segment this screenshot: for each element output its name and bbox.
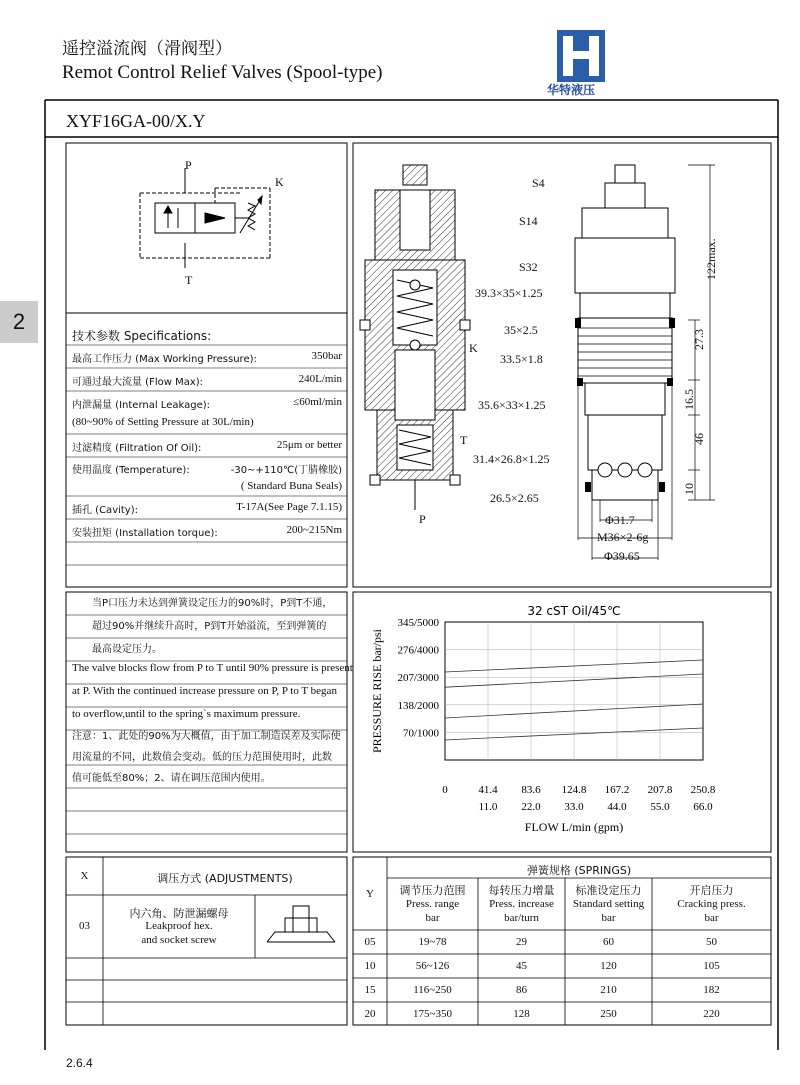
spring-value-cell: 56~126 <box>415 960 450 972</box>
spring-col-range-unit: bar <box>425 912 440 924</box>
chart-y-tick-label: 207/3000 <box>397 672 439 685</box>
hex-screw-icon <box>265 902 340 950</box>
spring-value-cell: 50 <box>706 936 717 948</box>
spring-value-cell: 29 <box>516 936 527 948</box>
spring-col-range-en: Press. range <box>405 898 460 910</box>
chart-x-tick-label-gpm: 22.0 <box>521 801 541 813</box>
title-cn: 遥控溢流阀（滑阀型） <box>62 39 232 59</box>
dim-d5: 31.4×26.8×1.25 <box>473 452 550 466</box>
spring-value-cell: 128 <box>513 1008 530 1020</box>
chart-x-tick-label: 41.4 <box>478 784 498 796</box>
spring-code-cell: 10 <box>364 960 376 972</box>
dim-s4: S4 <box>532 176 545 190</box>
spring-code-cell: 05 <box>364 936 376 948</box>
spring-col-range-cn: 调节压力范围 <box>399 884 466 897</box>
spring-value-cell: 19~78 <box>418 936 447 948</box>
spring-code-cell: 20 <box>364 1008 376 1020</box>
chart-x-tick-label: 207.8 <box>647 784 673 796</box>
spring-value-cell: 210 <box>600 984 617 996</box>
section-label-k: K <box>469 341 478 355</box>
dim-d6: 26.5×2.65 <box>490 491 539 505</box>
desc-cn-3: 最高设定压力。 <box>92 644 162 655</box>
symbol-label-p: P <box>185 158 192 172</box>
chart-x-tick-label: 167.2 <box>604 784 630 796</box>
spring-col-increase-en: Press. increase <box>489 898 554 910</box>
symbol-label-k: K <box>275 175 284 189</box>
desc-note-2: 用流量的不同，此数值会变动。低的压力范围使用时，此数 <box>72 752 332 763</box>
dim-v4: 46 <box>692 433 706 445</box>
chart-y-tick-label: 70/1000 <box>402 727 439 740</box>
chart-x-tick-label-gpm: 33.0 <box>564 801 584 813</box>
page-tab: 2 <box>0 301 38 343</box>
spring-value-cell: 250 <box>600 1008 617 1020</box>
spring-col-setting-unit: bar <box>601 912 616 924</box>
desc-en-1: The valve blocks flow from P to T until 90% pressure is present <box>72 662 353 674</box>
spec-row: 插孔 (Cavity): T-17A(See Page 7.1.15) <box>72 501 342 516</box>
spring-value-cell: 175~350 <box>413 1008 452 1020</box>
spec-row: 内泄漏量 (Internal Leakage): ≤60ml/min <box>72 396 342 411</box>
desc-note-1: 注意：1、此处的90%为大概值，由于加工制造误差及实际使 <box>72 731 341 742</box>
adjust-heading: 调压方式 (ADJUSTMENTS) <box>157 872 293 885</box>
spring-value-cell: 220 <box>703 1008 720 1020</box>
spec-row: 可通过最大流量 (Flow Max): 240L/min <box>72 373 342 388</box>
chart-x-tick-label-gpm: 66.0 <box>693 801 713 813</box>
spring-value-cell: 105 <box>703 960 720 972</box>
spring-col-cracking-cn: 开启压力 <box>689 884 734 897</box>
page-number: 2.6.4 <box>66 1056 93 1070</box>
spec-row: 安装扭矩 (Installation torque): 200~215Nm <box>72 524 342 539</box>
chart-x-axis-label: FLOW L/min (gpm) <box>524 820 624 834</box>
desc-en-2: at P. With the continued increase pressure on P, P to T began <box>72 685 337 697</box>
pressure-flow-chart <box>353 592 771 852</box>
spring-value-cell: 116~250 <box>413 984 452 996</box>
dim-v2: 27.3 <box>692 329 706 350</box>
spec-row: 使用温度 (Temperature): -30~+110℃(丁腈橡胶) <box>72 465 342 476</box>
section-label-t: T <box>460 433 468 447</box>
spec-row: 最高工作压力 (Max Working Pressure): 350bar <box>72 350 342 365</box>
spring-col-setting-en: Standard setting <box>572 898 645 910</box>
spec-row: 过滤精度 (Filtration Of Oil): 25μm or better <box>72 439 342 454</box>
chart-x-tick-label: 124.8 <box>561 784 587 796</box>
chart-y-tick-label: 138/2000 <box>397 699 439 712</box>
valve-cross-section-diagram <box>355 150 475 520</box>
adjust-en-2: and socket screw <box>141 934 217 946</box>
specs-heading: 技术参数 Specifications: <box>72 329 212 343</box>
chart-x-tick-label: 83.6 <box>521 784 541 796</box>
springs-y-header: Y <box>366 888 374 900</box>
dim-v3: 16.5 <box>682 389 696 410</box>
desc-en-3: to overflow,until to the spring`s maximum pressure. <box>72 708 301 720</box>
desc-note-3: 值可能低至80%；2、请在调压范围内使用。 <box>72 773 271 784</box>
dim-s14: S14 <box>519 214 538 228</box>
dim-d1: 39.3×35×1.25 <box>475 286 543 300</box>
springs-heading: 弹簧规格 (SPRINGS) <box>526 864 632 877</box>
spring-code-cell: 15 <box>364 984 376 996</box>
desc-cn-1: 当P口压力未达到弹簧设定压力的90%时，P到T不通， <box>92 598 333 609</box>
dim-phi1: Φ31.7 <box>605 513 635 527</box>
valve-outline-diagram <box>560 160 740 580</box>
spring-value-cell: 120 <box>600 960 617 972</box>
chart-title: 32 cST Oil/45℃ <box>527 604 621 618</box>
spring-value-cell: 182 <box>703 984 720 996</box>
chart-x-tick-label: 250.8 <box>690 784 716 796</box>
spring-col-increase-unit: bar/turn <box>504 912 539 924</box>
spring-col-setting-cn: 标准设定压力 <box>575 884 642 897</box>
spring-value-cell: 86 <box>516 984 527 996</box>
dim-v1: 122max. <box>704 238 718 280</box>
spring-value-cell: 60 <box>603 936 614 948</box>
brand-name: 华特液压 <box>547 83 596 97</box>
dim-d2: 35×2.5 <box>504 323 538 337</box>
dim-thread: M36×2-6g <box>597 530 649 544</box>
dim-s32: S32 <box>519 260 538 274</box>
dim-phi2: Φ39.65 <box>604 549 640 563</box>
dim-d4: 35.6×33×1.25 <box>478 398 546 412</box>
adjust-code: 03 <box>79 920 90 932</box>
adjust-cn: 内六角、防泄漏螺母 <box>129 907 229 920</box>
chart-y-tick-label: 276/4000 <box>397 644 439 657</box>
chart-x-tick-label: 0 <box>442 784 448 796</box>
chart-x-tick-label-gpm: 44.0 <box>607 801 627 813</box>
spring-col-cracking-unit: bar <box>704 912 719 924</box>
chart-x-tick-label-gpm: 55.0 <box>650 801 670 813</box>
section-label-p: P <box>419 512 426 526</box>
spec-row: (80~90% of Setting Pressure at 30L/min) <box>72 416 254 428</box>
adjust-x-header: X <box>80 870 89 882</box>
chart-y-axis-label: PRESSURE RISE bar/psi <box>370 628 384 754</box>
spring-col-increase-cn: 每转压力增量 <box>488 884 555 897</box>
chart-x-tick-label-gpm: 11.0 <box>478 801 498 813</box>
title-en: Remot Control Relief Valves (Spool-type) <box>62 62 383 83</box>
model-number: XYF16GA-00/X.Y <box>66 111 206 131</box>
spring-col-cracking-en: Cracking press. <box>677 898 746 910</box>
dim-d3: 33.5×1.8 <box>500 352 543 366</box>
dim-v5: 10 <box>682 483 696 495</box>
desc-cn-2: 超过90%并继续升高时，P到T开始溢流，至到弹簧的 <box>92 621 327 632</box>
adjust-en-1: Leakproof hex. <box>145 920 213 932</box>
symbol-label-t: T <box>185 273 193 287</box>
spring-value-cell: 45 <box>516 960 527 972</box>
chart-y-tick-label: 345/5000 <box>397 617 439 629</box>
